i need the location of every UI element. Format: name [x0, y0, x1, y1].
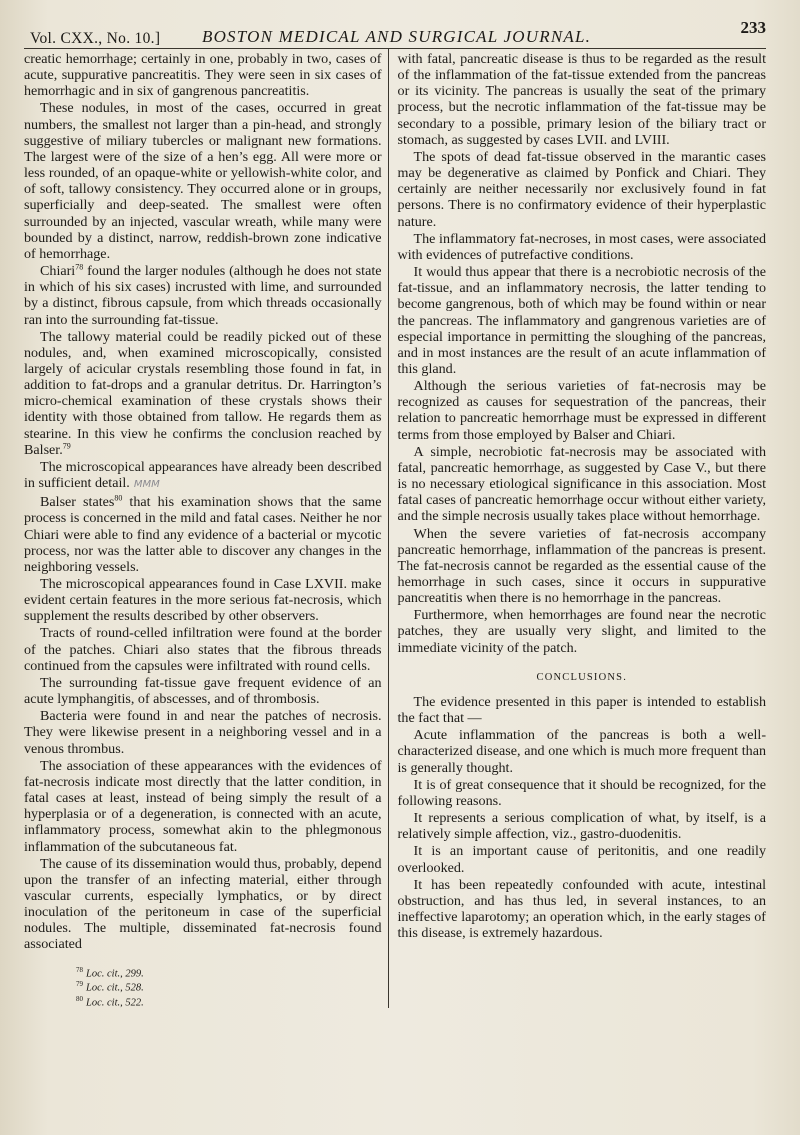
- pencil-annotation: MMM: [133, 479, 160, 491]
- footnote: $^{79}$ Loc. cit., 528.: [76, 980, 144, 994]
- left-column: [24, 51, 388, 1008]
- right-column: [389, 51, 767, 1008]
- conclusions-heading: CONCLUSIONS.: [536, 671, 628, 683]
- paragraph: with fatal, pancreatic disease is thus to be regarded as the result of the inflammation of the fat-tissue extended from the pancreas or its vicinity. The pancreas is usually the seat of the primary process, but the necrotic inflammation of the fat-tissue may be secondary to a possible, primary lesion of the biliary tract or stomach, as suggested by cases LVII. and LVIII.: [397, 51, 767, 148]
- footnote: $^{78}$ Loc. cit., 299.: [76, 965, 144, 980]
- paragraph: creatic hemorrhage; certainly in one, probably in two, cases of acute, suppurative pancreatitis. They were seen in six cases of hemorrhagic and in six of gangrenous pancreatitis.: [24, 51, 382, 100]
- paragraph: The microscopical appearances found in Case LXVII. make evident certain features in the more serious fat-necrosis, which supplement the results described by other observers.: [24, 576, 382, 625]
- footnote-ref[interactable]: 80: [114, 493, 123, 503]
- conclusion-paragraph: It has been repeatedly confounded with acute, intestinal obstruction, and has thus led, in several instances, to an ineffective laparotomy; an operation which, in the early stages of this disease, is extremely hazardous.: [397, 876, 767, 942]
- paragraph: Although the serious varieties of fat-necrosis may be recognized as causes for sequestration of the pancreas, their relation to pancreatic hemorrhage must be expressed in different terms from those employed by Balser and Chiari.: [397, 378, 767, 443]
- two-column-body: [24, 51, 766, 1008]
- paragraph: The cause of its dissemination would thus, probably, depend upon the transfer of an infecting material, either through vascular currents, especially lymphatics, or by direct inoculation of the peritoneum in case of the superficial nodules. The multiple, disseminated fat-necrosis found associated: [24, 855, 382, 953]
- footnotes: [24, 965, 382, 1009]
- running-header: [24, 14, 766, 49]
- conclusion-paragraph: It is an important cause of peritonitis, and one readily overlooked.: [397, 843, 767, 876]
- paragraph-microscopical: The microscopical appearances have already been described in sufficient detail. MMM: [24, 458, 382, 492]
- page-number: 233: [740, 18, 766, 37]
- paragraph-tallowy: The tallowy material could be readily picked out of these nodules, and, when examined microscopically, consisted largely of acicular crystals resembling those found in fat, in addition to fat-drops and a granular detritus. Dr. Harrington’s micro-chemical examination of these crystals shows their identity with those obtained from tallow. He regards them as stearine. In this view he confirms the conclusion reached by Balser.$^{79}$: [24, 328, 382, 458]
- footnote: $^{80}$ Loc. cit., 522.: [76, 994, 144, 1009]
- paragraph: A simple, necrobiotic fat-necrosis may be associated with fatal, pancreatic hemorrhage, as suggested by Case V., but there is no necessary etiological significance in this association. Most fatal cases of pancreatic hemorrhage occur without either variety, and the simple necrosis usually takes place without hemorrhage.: [397, 443, 767, 525]
- paragraph: The inflammatory fat-necroses, in most cases, were associated with evidences of putrefactive conditions.: [397, 230, 767, 263]
- conclusion-paragraph: Acute inflammation of the pancreas is both a well-characterized disease, and one which is much more frequent than is generally thought.: [397, 727, 767, 776]
- paragraph: The spots of dead fat-tissue observed in the marantic cases may be degenerative as claimed by Ponfick and Chiari. They certainly are neither necessarily nor exclusively found in fat persons. There is no confirmatory evidence of their hyperplastic nature.: [397, 148, 767, 230]
- paragraph: These nodules, in most of the cases, occurred in great numbers, the smallest not larger than a pin-head, and strongly suggestive of miliary tubercles or malignant new formations. The largest were of the size of a hen’s egg. All were more or less rounded, of an opaque-white or yellowish-white color, and of soft, tallowy consistency. They occurred alone or in groups, superficially and deep-seated. The smallest were often surrounded by an injected, vascular wreath, while many were bounded by a distinct, narrow, reddish-brown zone indicative of hemorrhage.: [24, 100, 382, 262]
- paragraph: When the severe varieties of fat-necrosis accompany pancreatic hemorrhage, inflammation of the pancreas is present. The fat-necrosis cannot be regarded as the essential cause of the hemorrhage in such cases, since it occurs in suppurative pancreatitis when there is no hemorrhage in the pancreas.: [397, 525, 767, 607]
- conclusion-paragraph: It is of great consequence that it should be recognized, for the following reasons.: [397, 776, 767, 809]
- conclusion-paragraph: It represents a serious complication of what, by itself, is a relatively simple affection, viz., gastro-duodenitis.: [397, 810, 767, 843]
- volume-label: Vol. CXX., No. 10.]: [30, 30, 161, 47]
- paragraph: It would thus appear that there is a necrobiotic necrosis of the fat-tissue, and an inflammatory necrosis, the latter tending to become gangrenous, both of which may be found within or near the pancreas. The inflammatory and gangrenous varieties are of especial importance in permitting the sloughing of the pancreas, and in most instances are the result of an acute inflammation of this gland.: [397, 264, 767, 377]
- paragraph-balser: Balser states$^{80}$ that his examination shows that the same process is concerned in the mild and fatal cases. Neither he nor Chiari were able to find any evidence of a bacterial or mycotic process, nor was the latter able to discover any changes in the neighboring vessels.: [24, 493, 382, 575]
- journal-title: BOSTON MEDICAL AND SURGICAL JOURNAL.: [202, 27, 592, 46]
- footnote-ref[interactable]: 78: [75, 262, 84, 272]
- paragraph: Bacteria were found in and near the patches of necrosis. They were likewise present in a neighboring vessel and in a venous thrombus.: [24, 708, 382, 757]
- paragraph: The association of these appearances with the evidences of fat-necrosis indicate most directly that the latter condition, in fatal cases at least, instead of being simply the result of a hyperplasia or of a degeneration, is connected with an acute, inflammatory process, somewhat akin to the phlegmonous inflammation of the subcutaneous fat.: [24, 757, 382, 855]
- footnote-ref[interactable]: 79: [62, 441, 71, 451]
- paragraph-chiari: Chiari$^{78}$ found the larger nodules (although he does not state in which of his six cases) incrusted with lime, and surrounded by a distinct, fibrous capsule, from which threads occasionally ran into the surrounding fat-tissue.: [24, 262, 382, 328]
- paragraph: Furthermore, when hemorrhages are found near the necrotic patches, they are usually very slight, and limited to the immediate vicinity of the patch.: [397, 607, 767, 656]
- conclusion-paragraph: The evidence presented in this paper is intended to establish the fact that —: [397, 693, 767, 727]
- paragraph: The surrounding fat-tissue gave frequent evidence of an acute lymphangitis, of abscesses, and of thrombosis.: [24, 674, 382, 708]
- paragraph: Tracts of round-celled infiltration were found at the border of the patches. Chiari also states that the fibrous threads continued from the capsules were infiltrated with round cells.: [24, 625, 382, 674]
